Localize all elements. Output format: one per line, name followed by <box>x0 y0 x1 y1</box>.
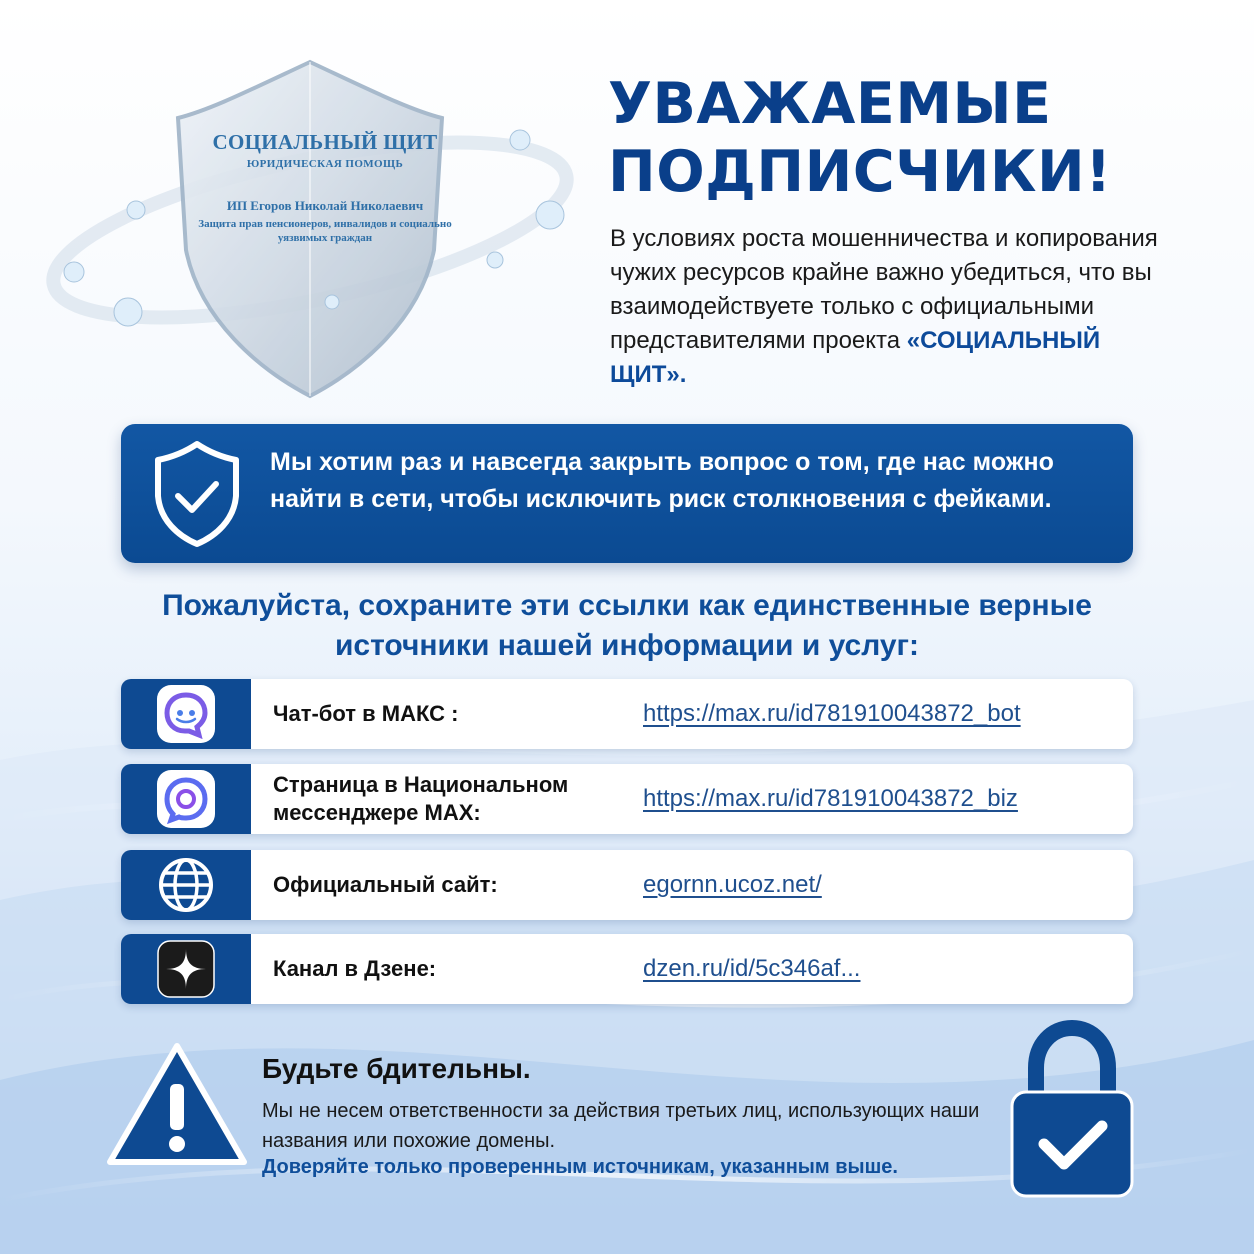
link-label: Страница в Национальном мессенджере MAX: <box>273 772 569 825</box>
max-messenger-icon <box>155 768 217 830</box>
emblem-owner: ИП Егоров Николай Николаевич <box>226 198 424 213</box>
link-label: Канал в Дзене: <box>273 956 437 981</box>
page-title-line2: ПОДПИСЧИКИ! <box>608 139 1112 205</box>
link-url[interactable]: egornn.ucoz.net/ <box>643 871 822 898</box>
globe-icon <box>156 855 216 915</box>
emblem-description: Защита прав пенсионеров, инвалидов и социально уязвимых граждан <box>198 218 452 244</box>
emblem-text <box>180 130 470 245</box>
banner-text: Мы хотим раз и навсегда закрыть вопрос о том, где нас можно найти в сети, чтобы исключить риск столкновения с фейками. <box>270 448 1054 513</box>
warning-trust-note: Доверяйте только проверенным источникам, указанным выше. <box>262 1156 898 1178</box>
lock-check-icon <box>1004 1018 1140 1200</box>
link-label: Официальный сайт: <box>273 872 498 897</box>
row-badge <box>121 850 251 920</box>
link-label: Чат-бот в МАКС : <box>273 701 459 726</box>
link-row-dzen[interactable] <box>121 934 1133 1004</box>
intro-text: В условиях роста мошенничества и копирования чужих ресурсов крайне важно убедиться, что вы взаимодействуете только с официальными представителями проекта <box>610 225 1158 354</box>
page-title-line1: УВАЖАЕМЫЕ <box>608 71 1052 137</box>
emblem-title: СОЦИАЛЬНЫЙ ЩИТ <box>212 130 438 154</box>
warning-body: Мы не несем ответственности за действия третьих лиц, использующих наши названия или похожие домены. <box>262 1100 980 1152</box>
link-row-website[interactable] <box>121 850 1133 920</box>
save-links-heading: Пожалуйста, сохраните эти ссылки как единственные верные источники нашей информации и услуг: <box>162 589 1092 662</box>
link-url[interactable]: https://max.ru/id781910043872_biz <box>643 785 1018 812</box>
row-badge <box>121 679 251 749</box>
social-shield-emblem <box>40 50 600 410</box>
shield-check-icon <box>152 440 242 548</box>
link-url[interactable]: https://max.ru/id781910043872_bot <box>643 700 1021 727</box>
max-chatbot-icon <box>155 683 217 745</box>
emblem-subtitle: ЮРИДИЧЕСКАЯ ПОМОЩЬ <box>246 158 404 170</box>
page-title <box>608 70 1228 206</box>
warning-icon <box>104 1040 250 1170</box>
warning-title: Будьте бдительны. <box>262 1053 531 1084</box>
intro-project-name: «СОЦИАЛЬНЫЙ ЩИТ». <box>610 327 1101 388</box>
dzen-icon <box>156 939 216 999</box>
link-row-chatbot[interactable] <box>121 679 1133 749</box>
row-badge <box>121 934 251 1004</box>
link-row-max-page[interactable] <box>121 764 1133 834</box>
intro-paragraph <box>610 222 1170 392</box>
link-url[interactable]: dzen.ru/id/5c346af... <box>643 955 861 982</box>
row-badge <box>121 764 251 834</box>
